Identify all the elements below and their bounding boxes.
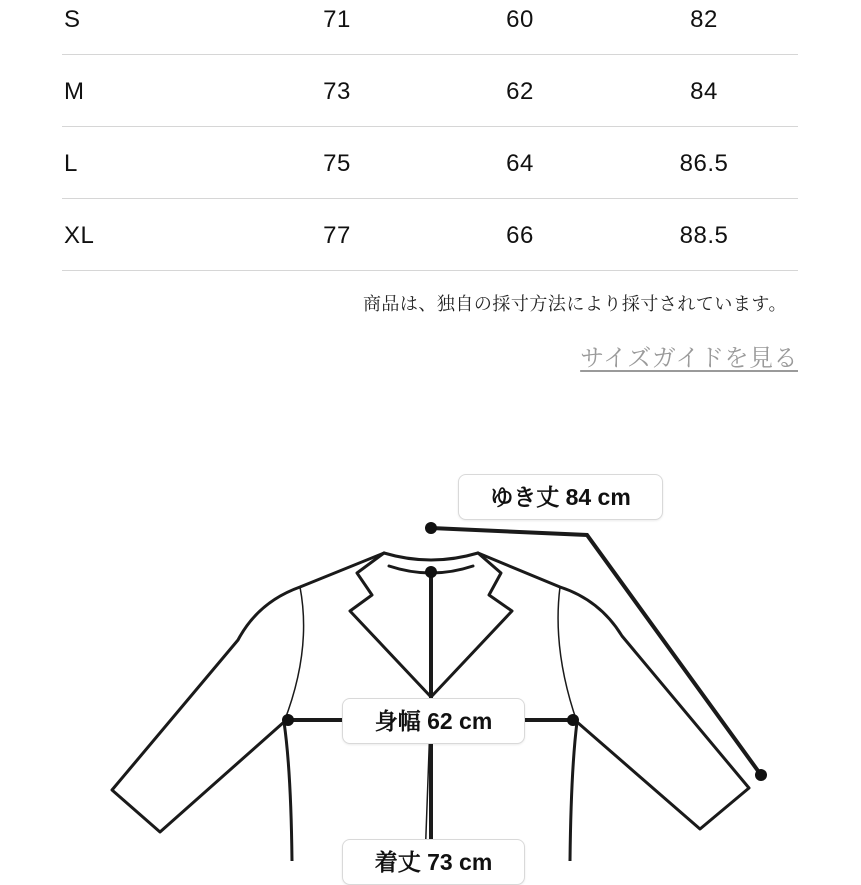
- jacket-right-lapel: [431, 553, 512, 697]
- jacket-collar-back: [384, 553, 478, 560]
- length-cell: 71: [323, 6, 351, 33]
- size-cell: L: [64, 150, 78, 177]
- body-width-label: 身幅 62 cm: [342, 698, 525, 744]
- length-cell: 73: [323, 78, 351, 105]
- length-measure-dot: [425, 566, 437, 578]
- body-length-label: 着丈 73 cm: [342, 839, 525, 885]
- length-cell: 75: [323, 150, 351, 177]
- sleeve-cell: 88.5: [679, 222, 729, 249]
- width-cell: 66: [506, 222, 534, 249]
- size-cell: S: [64, 6, 81, 33]
- sleeve-measure-dot-start: [425, 522, 437, 534]
- measurement-note: 商品は、独自の採寸方法により採寸されています。: [362, 294, 787, 314]
- width-cell: 60: [506, 6, 534, 33]
- jacket-left-seam: [284, 587, 304, 722]
- size-cell: M: [64, 78, 85, 105]
- sleeve-cell: 84: [690, 78, 718, 105]
- width-measure-dot-right: [567, 714, 579, 726]
- width-cell: 64: [506, 150, 534, 177]
- sleeve-cell: 82: [690, 6, 718, 33]
- size-cell: XL: [64, 222, 95, 249]
- sleeve-cell: 86.5: [679, 150, 729, 177]
- width-cell: 62: [506, 78, 534, 105]
- jacket-left-lapel: [350, 553, 431, 697]
- sleeve-measure-dot-end: [755, 769, 767, 781]
- size-guide-link[interactable]: サイズガイドを見る: [580, 345, 798, 372]
- jacket-right-seam: [558, 587, 577, 722]
- length-cell: 77: [323, 222, 351, 249]
- width-measure-dot-left: [282, 714, 294, 726]
- sleeve-length-label: ゆき丈 84 cm: [458, 474, 663, 520]
